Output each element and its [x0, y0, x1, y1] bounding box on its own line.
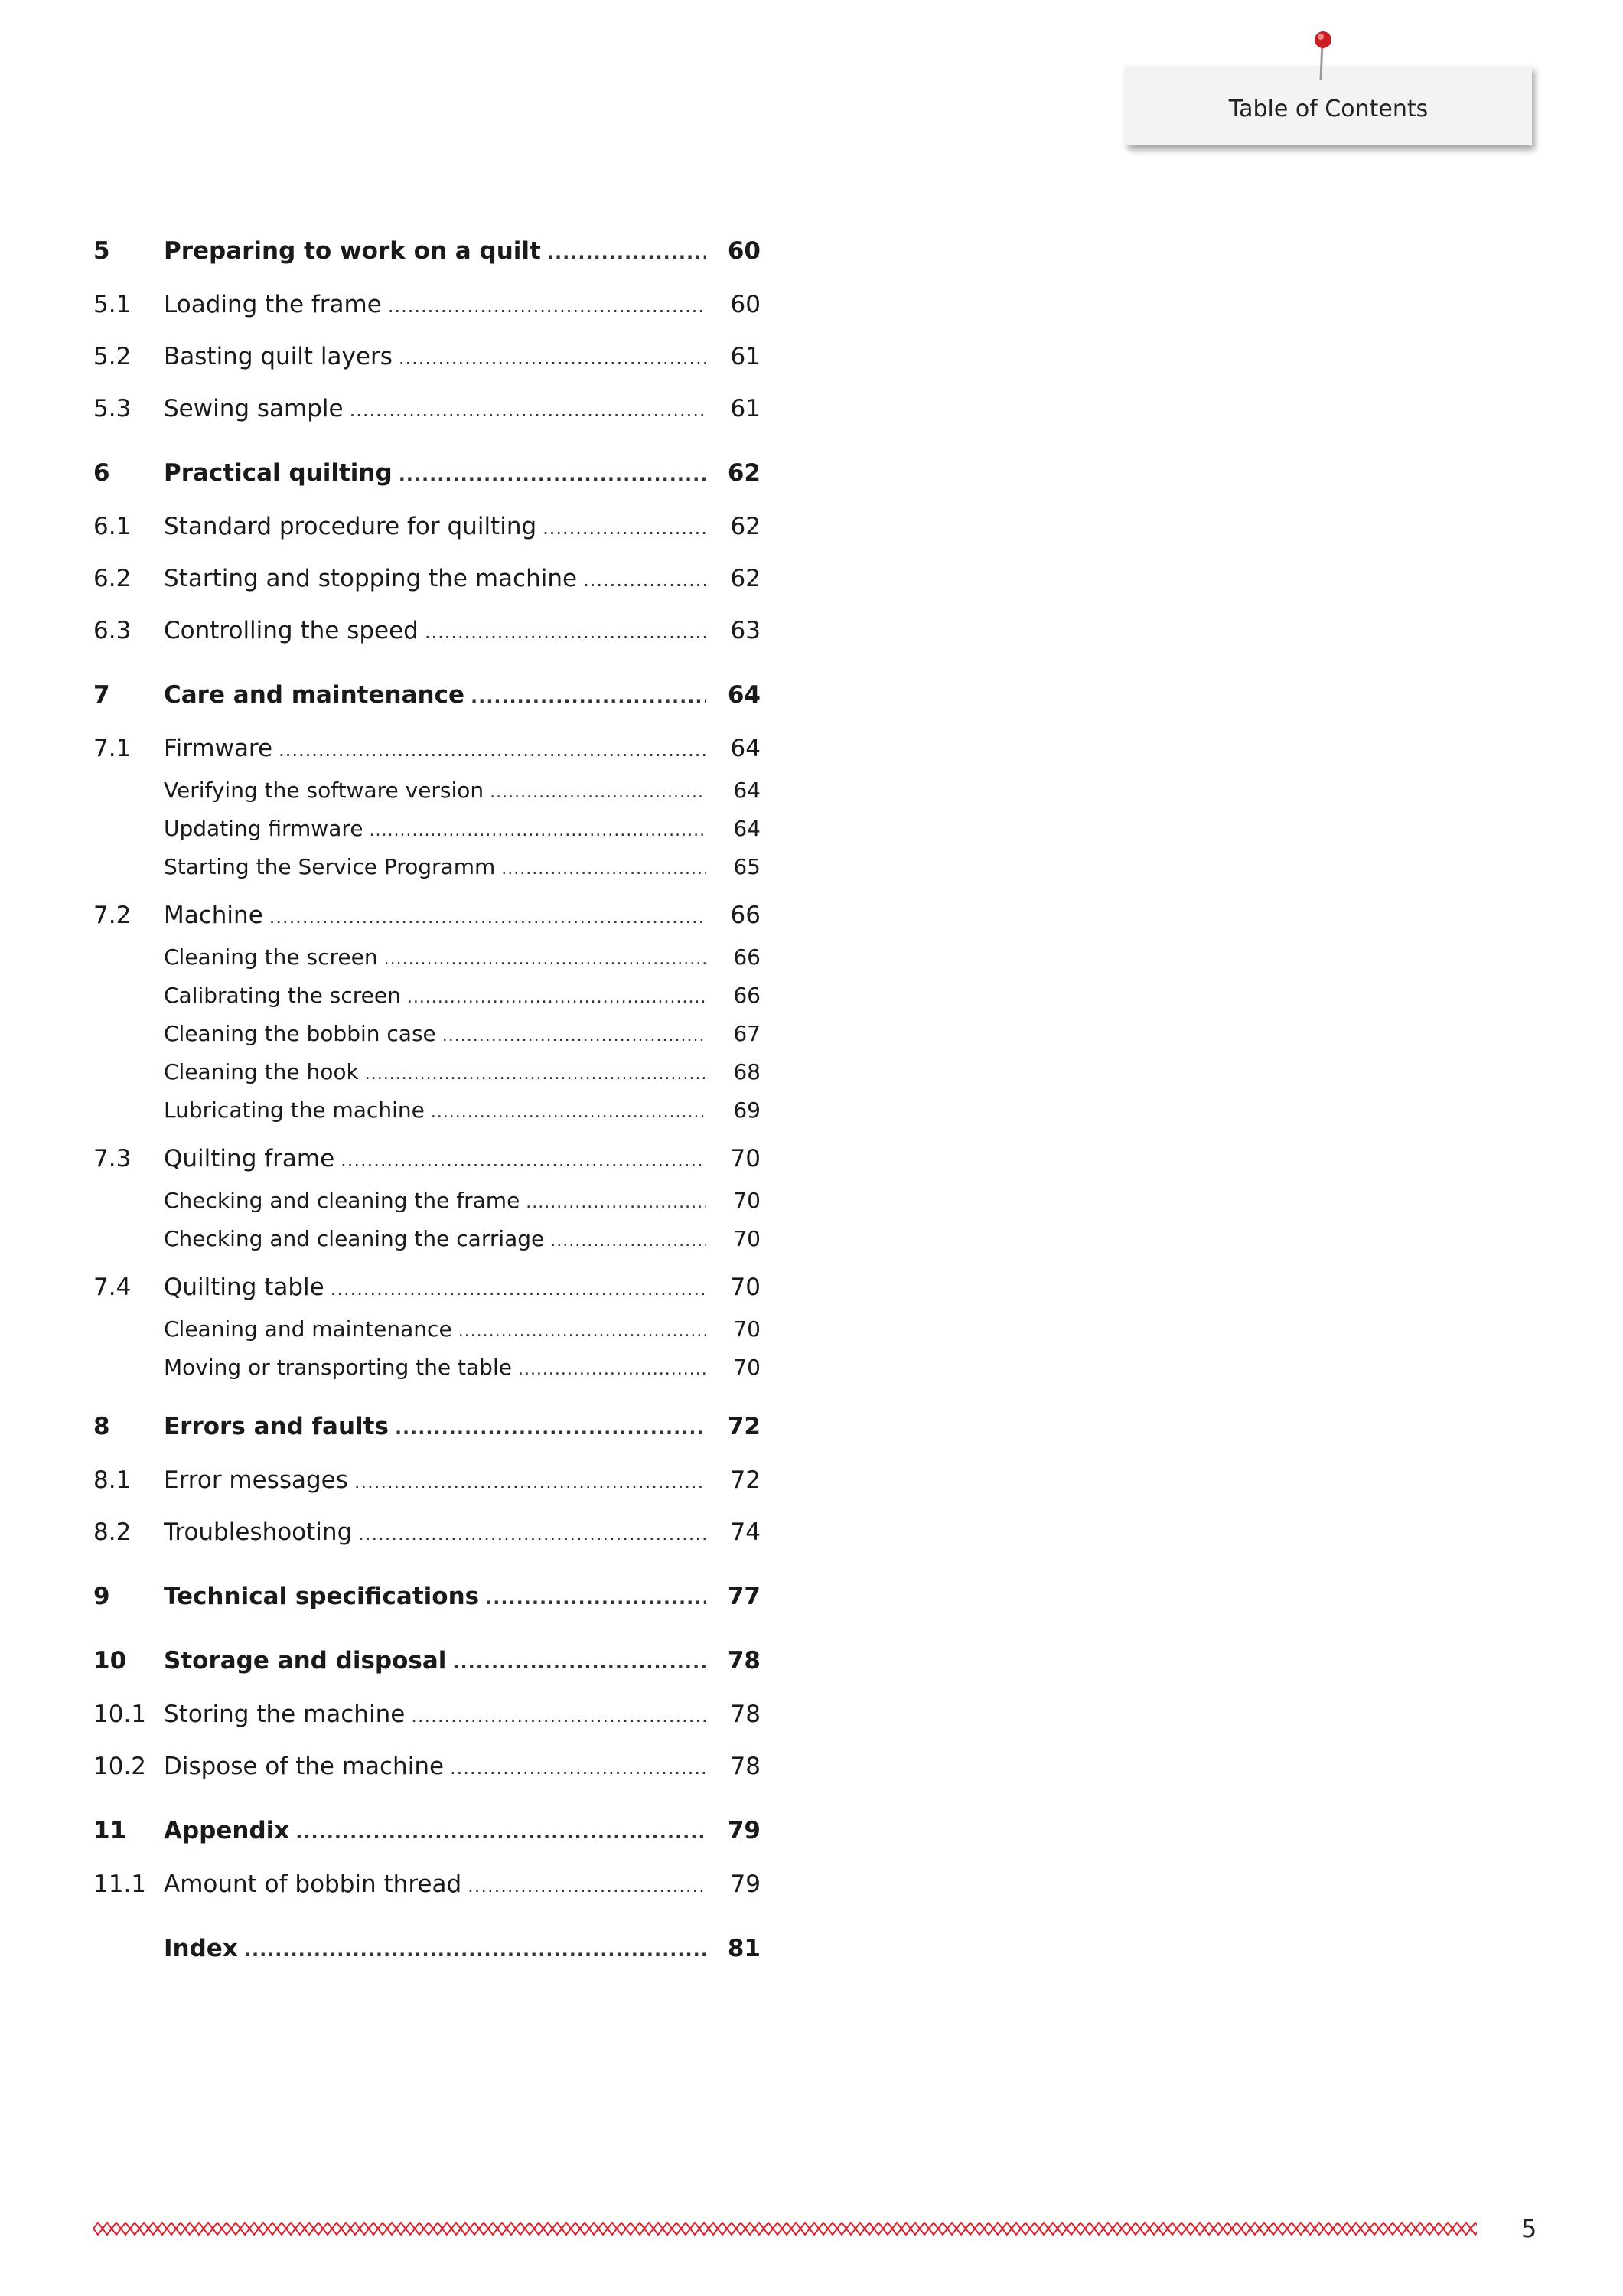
toc-entry-title: Machine	[164, 902, 263, 929]
toc-entry-title: Basting quilt layers	[164, 343, 393, 370]
dot-leader	[518, 1360, 706, 1379]
dot-leader	[452, 1652, 706, 1673]
dot-leader	[526, 1193, 706, 1212]
toc-entry-page: 79	[727, 1817, 761, 1844]
toc-entry-text	[164, 983, 706, 1008]
toc-entry-number: 5.1	[93, 291, 132, 318]
toc-entry-page: 64	[730, 735, 761, 762]
toc-entry[interactable]	[93, 1413, 761, 1440]
dot-leader	[354, 1471, 706, 1492]
toc-entry-number: 7.1	[93, 735, 132, 762]
toc-entry-number: 5	[93, 237, 110, 265]
toc-entry[interactable]	[93, 983, 761, 1008]
dot-leader	[365, 1065, 706, 1084]
dot-leader	[279, 739, 706, 761]
toc-entry-page: 61	[730, 343, 761, 370]
toc-entry-title: Sewing sample	[164, 395, 344, 422]
toc-entry-text	[164, 944, 706, 970]
toc-entry-number: 5.3	[93, 395, 132, 422]
toc-entry-page: 66	[730, 902, 761, 929]
toc-entry-title: Troubleshooting	[164, 1518, 353, 1546]
toc-entry-title: Errors and faults	[164, 1413, 389, 1440]
dot-leader	[485, 1587, 706, 1609]
toc-entry-title: Starting and stopping the machine	[164, 565, 578, 592]
toc-entry-text	[164, 1413, 706, 1440]
toc-entry[interactable]	[93, 1059, 761, 1084]
dot-leader	[269, 906, 706, 928]
toc-entry-title: Practical quilting	[164, 459, 393, 487]
toc-entry-page: 70	[733, 1316, 761, 1342]
dot-leader	[370, 821, 706, 840]
toc-entry-page: 70	[733, 1226, 761, 1251]
toc-entry[interactable]	[93, 681, 761, 709]
toc-entry[interactable]	[93, 1753, 761, 1780]
toc-entry-text	[164, 1274, 706, 1301]
dot-leader	[407, 988, 706, 1007]
dot-leader	[358, 1523, 706, 1544]
toc-entry-number: 7	[93, 681, 110, 709]
dot-leader	[550, 1231, 706, 1251]
toc-entry[interactable]	[93, 237, 761, 265]
toc-entry-page: 72	[727, 1413, 761, 1440]
dot-leader	[341, 1150, 706, 1171]
toc-entry-title: Amount of bobbin thread	[164, 1870, 462, 1898]
toc-entry-page: 62	[730, 513, 761, 540]
toc-entry-title: Index	[164, 1935, 238, 1962]
toc-entry-page: 64	[733, 816, 761, 841]
toc-entry-text	[164, 1935, 706, 1962]
toc-entry-text	[164, 1870, 706, 1898]
toc-entry-title: Care and maintenance	[164, 681, 464, 709]
toc-entry-page: 72	[730, 1466, 761, 1494]
toc-entry-text	[164, 681, 706, 709]
toc-entry-number: 8.2	[93, 1518, 132, 1546]
toc-entry[interactable]	[93, 565, 761, 592]
toc-entry-text	[164, 459, 706, 487]
toc-entry[interactable]	[93, 1466, 761, 1494]
toc-entry-number: 10	[93, 1647, 127, 1675]
toc-entry[interactable]	[93, 778, 761, 803]
dot-leader	[547, 242, 706, 263]
toc-entry-title: Starting the Service Programm	[164, 854, 496, 879]
toc-entry-page: 79	[730, 1870, 761, 1898]
toc-entry-title: Cleaning the bobbin case	[164, 1021, 436, 1046]
toc-entry-number: 6	[93, 459, 110, 487]
dot-leader	[388, 295, 706, 317]
toc-entry[interactable]	[93, 944, 761, 970]
toc-entry-page: 70	[730, 1145, 761, 1172]
dot-leader	[244, 1939, 706, 1961]
toc-entry-page: 74	[730, 1518, 761, 1546]
toc-entry[interactable]	[93, 1701, 761, 1728]
toc-entry-page: 70	[730, 1274, 761, 1301]
toc-entry-number: 8.1	[93, 1466, 132, 1494]
dot-leader	[501, 859, 706, 879]
toc-entry-title: Dispose of the machine	[164, 1753, 445, 1780]
toc-entry-title: Cleaning the hook	[164, 1059, 359, 1084]
toc-entry-text	[164, 1226, 706, 1251]
toc-entry[interactable]	[93, 1817, 761, 1844]
toc-entry-title: Standard procedure for quilting	[164, 513, 537, 540]
toc-entry-text	[164, 1188, 706, 1213]
toc-entry-page: 78	[730, 1701, 761, 1728]
toc-entry-text	[164, 1583, 706, 1610]
toc-entry[interactable]	[93, 617, 761, 644]
toc-entry-text	[164, 395, 706, 422]
toc-entry[interactable]	[93, 1935, 761, 1962]
dot-leader	[458, 1322, 706, 1341]
dot-leader	[468, 1875, 706, 1896]
toc-entry[interactable]	[93, 1226, 761, 1251]
toc-entry-page: 67	[733, 1021, 761, 1046]
toc-entry-number: 7.2	[93, 902, 132, 929]
toc-entry-title: Lubricating the machine	[164, 1097, 425, 1123]
toc-entry-number: 6.1	[93, 513, 132, 540]
toc-entry-page: 70	[733, 1188, 761, 1213]
toc-entry-title: Verifying the software version	[164, 778, 484, 803]
dot-leader	[295, 1821, 706, 1843]
toc-entry-page: 69	[733, 1097, 761, 1123]
toc-entry-text	[164, 902, 706, 929]
dot-leader	[395, 1417, 706, 1439]
section-title: Table of Contents	[1228, 95, 1429, 122]
toc-entry-page: 66	[733, 944, 761, 970]
dot-leader	[384, 950, 706, 969]
toc-entry[interactable]	[93, 854, 761, 879]
toc-entry-page: 70	[733, 1355, 761, 1380]
toc-entry[interactable]	[93, 902, 761, 929]
toc-entry[interactable]	[93, 1316, 761, 1342]
toc-entry[interactable]	[93, 343, 761, 370]
toc-entry-title: Quilting table	[164, 1274, 324, 1301]
toc-entry-text	[164, 1355, 706, 1380]
toc-entry[interactable]	[93, 1647, 761, 1675]
toc-entry-page: 78	[730, 1753, 761, 1780]
toc-entry[interactable]	[93, 1583, 761, 1610]
toc-entry-page: 64	[733, 778, 761, 803]
toc-entry[interactable]	[93, 459, 761, 487]
toc-entry-page: 61	[730, 395, 761, 422]
toc-entry-page: 60	[730, 291, 761, 318]
dot-leader	[331, 1278, 706, 1300]
toc-entry-title: Error messages	[164, 1466, 348, 1494]
toc-entry-text	[164, 1518, 706, 1546]
toc-entry[interactable]	[93, 1355, 761, 1380]
toc-entry-number: 5.2	[93, 343, 132, 370]
toc-entry[interactable]	[93, 1021, 761, 1046]
toc-entry-page: 66	[733, 983, 761, 1008]
toc-entry-title: Cleaning and maintenance	[164, 1316, 452, 1342]
toc-entry-title: Loading the frame	[164, 291, 382, 318]
toc-entry-text	[164, 1647, 706, 1675]
toc-entry-text	[164, 1097, 706, 1123]
toc-entry[interactable]	[93, 816, 761, 841]
dot-leader	[442, 1026, 706, 1045]
table-of-contents	[0, 0, 765, 1990]
toc-entry-title: Moving or transporting the table	[164, 1355, 512, 1380]
toc-entry[interactable]	[93, 395, 761, 422]
dot-leader	[450, 1757, 706, 1779]
dot-leader	[543, 517, 706, 539]
toc-entry[interactable]	[93, 735, 761, 762]
pushpin-icon	[1307, 29, 1338, 83]
toc-entry-number: 7.3	[93, 1145, 132, 1172]
toc-entry[interactable]	[93, 1145, 761, 1172]
toc-entry-number: 11	[93, 1817, 127, 1844]
dot-leader	[471, 686, 706, 707]
dot-leader	[399, 464, 706, 485]
toc-entry-text	[164, 735, 706, 762]
toc-entry-page: 81	[727, 1935, 761, 1962]
toc-entry-title: Quilting frame	[164, 1145, 335, 1172]
toc-entry-text	[164, 617, 706, 644]
toc-entry-title: Checking and cleaning the carriage	[164, 1226, 545, 1251]
toc-entry-text	[164, 343, 706, 370]
toc-entry-text	[164, 1466, 706, 1494]
toc-entry-title: Checking and cleaning the frame	[164, 1188, 520, 1213]
toc-entry-text	[164, 816, 706, 841]
toc-entry-number: 7.4	[93, 1274, 132, 1301]
toc-entry-page: 78	[727, 1647, 761, 1675]
toc-entry-title: Controlling the speed	[164, 617, 419, 644]
toc-entry-text	[164, 1316, 706, 1342]
toc-entry-page: 65	[733, 854, 761, 879]
toc-entry-page: 68	[733, 1059, 761, 1084]
toc-entry-title: Cleaning the screen	[164, 944, 378, 970]
toc-entry-number: 10.2	[93, 1753, 147, 1780]
toc-entry-text	[164, 1059, 706, 1084]
dot-leader	[583, 569, 706, 591]
toc-entry-page: 62	[730, 565, 761, 592]
dot-leader	[425, 621, 706, 643]
toc-entry-text	[164, 854, 706, 879]
dot-leader	[350, 400, 706, 421]
decorative-stitch-border	[93, 2219, 1477, 2238]
toc-entry-title: Storage and disposal	[164, 1647, 447, 1675]
toc-entry-number: 6.3	[93, 617, 132, 644]
toc-entry-page: 64	[727, 681, 761, 709]
toc-entry-text	[164, 237, 706, 265]
toc-entry-title: Preparing to work on a quilt	[164, 237, 541, 265]
dot-leader	[399, 347, 706, 369]
toc-entry-text	[164, 513, 706, 540]
toc-entry-number: 6.2	[93, 565, 132, 592]
toc-entry-text	[164, 1753, 706, 1780]
toc-entry-title: Technical specifications	[164, 1583, 480, 1610]
toc-entry-number: 9	[93, 1583, 110, 1610]
page-number: 5	[1521, 2214, 1537, 2243]
toc-entry-text	[164, 1701, 706, 1728]
toc-entry-title: Updating firmware	[164, 816, 363, 841]
toc-entry[interactable]	[93, 291, 761, 318]
toc-entry-page: 63	[730, 617, 761, 644]
toc-entry[interactable]	[93, 1188, 761, 1213]
toc-entry[interactable]	[93, 1518, 761, 1546]
toc-entry-title: Firmware	[164, 735, 273, 762]
toc-entry-page: 60	[727, 237, 761, 265]
toc-entry[interactable]	[93, 1097, 761, 1123]
toc-entry-number: 11.1	[93, 1870, 147, 1898]
toc-entry-title: Storing the machine	[164, 1701, 406, 1728]
toc-entry[interactable]	[93, 1870, 761, 1898]
toc-entry-text	[164, 778, 706, 803]
toc-entry-number: 8	[93, 1413, 110, 1440]
toc-entry-text	[164, 1021, 706, 1046]
toc-entry-text	[164, 565, 706, 592]
toc-entry-text	[164, 291, 706, 318]
toc-entry[interactable]	[93, 513, 761, 540]
toc-entry[interactable]	[93, 1274, 761, 1301]
toc-entry-number: 10.1	[93, 1701, 147, 1728]
toc-entry-text	[164, 1145, 706, 1172]
toc-entry-page: 77	[727, 1583, 761, 1610]
toc-entry-text	[164, 1817, 706, 1844]
toc-entry-page: 62	[727, 459, 761, 487]
toc-entry-title: Calibrating the screen	[164, 983, 401, 1008]
dot-leader	[431, 1103, 706, 1122]
dot-leader	[411, 1705, 706, 1727]
toc-entry-title: Appendix	[164, 1817, 290, 1844]
dot-leader	[490, 783, 706, 802]
